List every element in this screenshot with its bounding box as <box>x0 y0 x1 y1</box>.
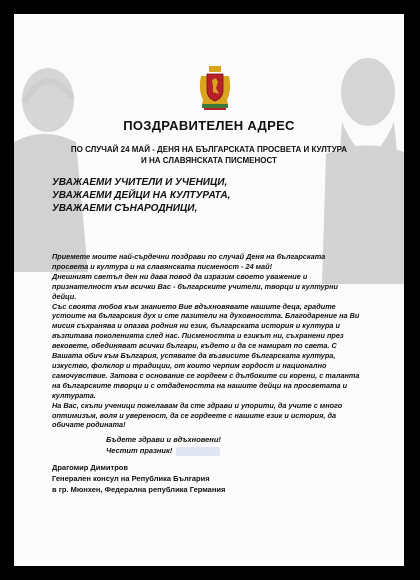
subtitle-line: И НА СЛАВЯНСКАТА ПИСМЕНОСТ <box>141 156 277 165</box>
body-line: културата. <box>52 390 96 400</box>
body-line: възпитава поколенията след нас. Писмеността и езикът ни, съхранени през <box>52 331 344 341</box>
document-title: ПОЗДРАВИТЕЛЕН АДРЕС <box>123 118 295 133</box>
redacted-signature <box>176 447 220 456</box>
closing-block <box>106 434 221 456</box>
signatory-name: Драгомир Димитров <box>52 463 128 472</box>
body-line: вековете, обединяват всички българи, където и да се намират по света. С <box>52 341 337 351</box>
signatory-title: Генерален консул на Република България <box>52 474 210 483</box>
body-line: Приемете моите най-сърдечни поздрави по случай Деня на българската <box>52 252 326 261</box>
salutation-line: УВАЖАЕМИ СЪНАРОДНИЦИ, <box>52 203 198 214</box>
letter-page <box>14 14 404 566</box>
body-line: На Вас, скъпи ученици пожелавам да сте здрави и упорити, да учите с много <box>52 400 343 410</box>
body-line: просвета и култура и на славянската писменост - 24 май! <box>52 261 273 271</box>
body-line: Вашата обич към България, успявате да възвисите българската култура, <box>52 351 336 361</box>
salutation-block <box>52 176 230 215</box>
body-line: мисия съхранява и опазва родния ни език, българската история и култура и <box>52 321 340 331</box>
closing-line <box>106 445 221 456</box>
body-line: на българските творци и с отдадеността на нашите дейци на просветата и <box>52 380 348 390</box>
body-line: устоите на българския дух и сте пазители на духовността. Благодарение на Ви <box>52 311 360 321</box>
body-line: дейци. <box>52 291 77 301</box>
body-line: Със своята любов към знанието Вие вдъхновявате нашите деца, градите <box>52 301 336 311</box>
salutation-line: УВАЖАЕМИ ДЕЙЦИ НА КУЛТУРАТА, <box>52 190 231 201</box>
closing-text: Честит празник! <box>106 446 173 455</box>
signature-block <box>52 462 225 495</box>
letter-body <box>52 252 372 430</box>
subtitle-line: ПО СЛУЧАЙ 24 МАЙ - ДЕНЯ НА БЪЛГАРСКАТА ПРОСВЕТА И КУЛТУРА <box>70 145 348 154</box>
coat-of-arms-icon <box>198 66 232 110</box>
salutation-line: УВАЖАЕМИ УЧИТЕЛИ И УЧЕНИЦИ, <box>52 177 228 188</box>
body-line: оптимизъм, воля и увереност, да се гордеете с нашите език и история, да <box>52 410 337 420</box>
body-line: обичате родината! <box>52 420 126 430</box>
body-line: признателност към всички Вас - българските учители, творци и културни <box>52 281 338 291</box>
closing-line: Бъдете здрави и вдъхновени! <box>106 435 221 444</box>
body-line: изкуство, фолклор и традиции, от които черпим гордост и национално <box>52 360 327 370</box>
body-line: самочувствие. Затова с основание се гордеем с дълбоките си корени, с таланта <box>52 370 360 380</box>
document-subtitle <box>44 144 374 166</box>
body-line: Днешният светъл ден ни дава повод да изразим своето уважение и <box>52 271 308 281</box>
signatory-location: в гр. Мюнхен, Федерална република Германия <box>52 485 226 494</box>
